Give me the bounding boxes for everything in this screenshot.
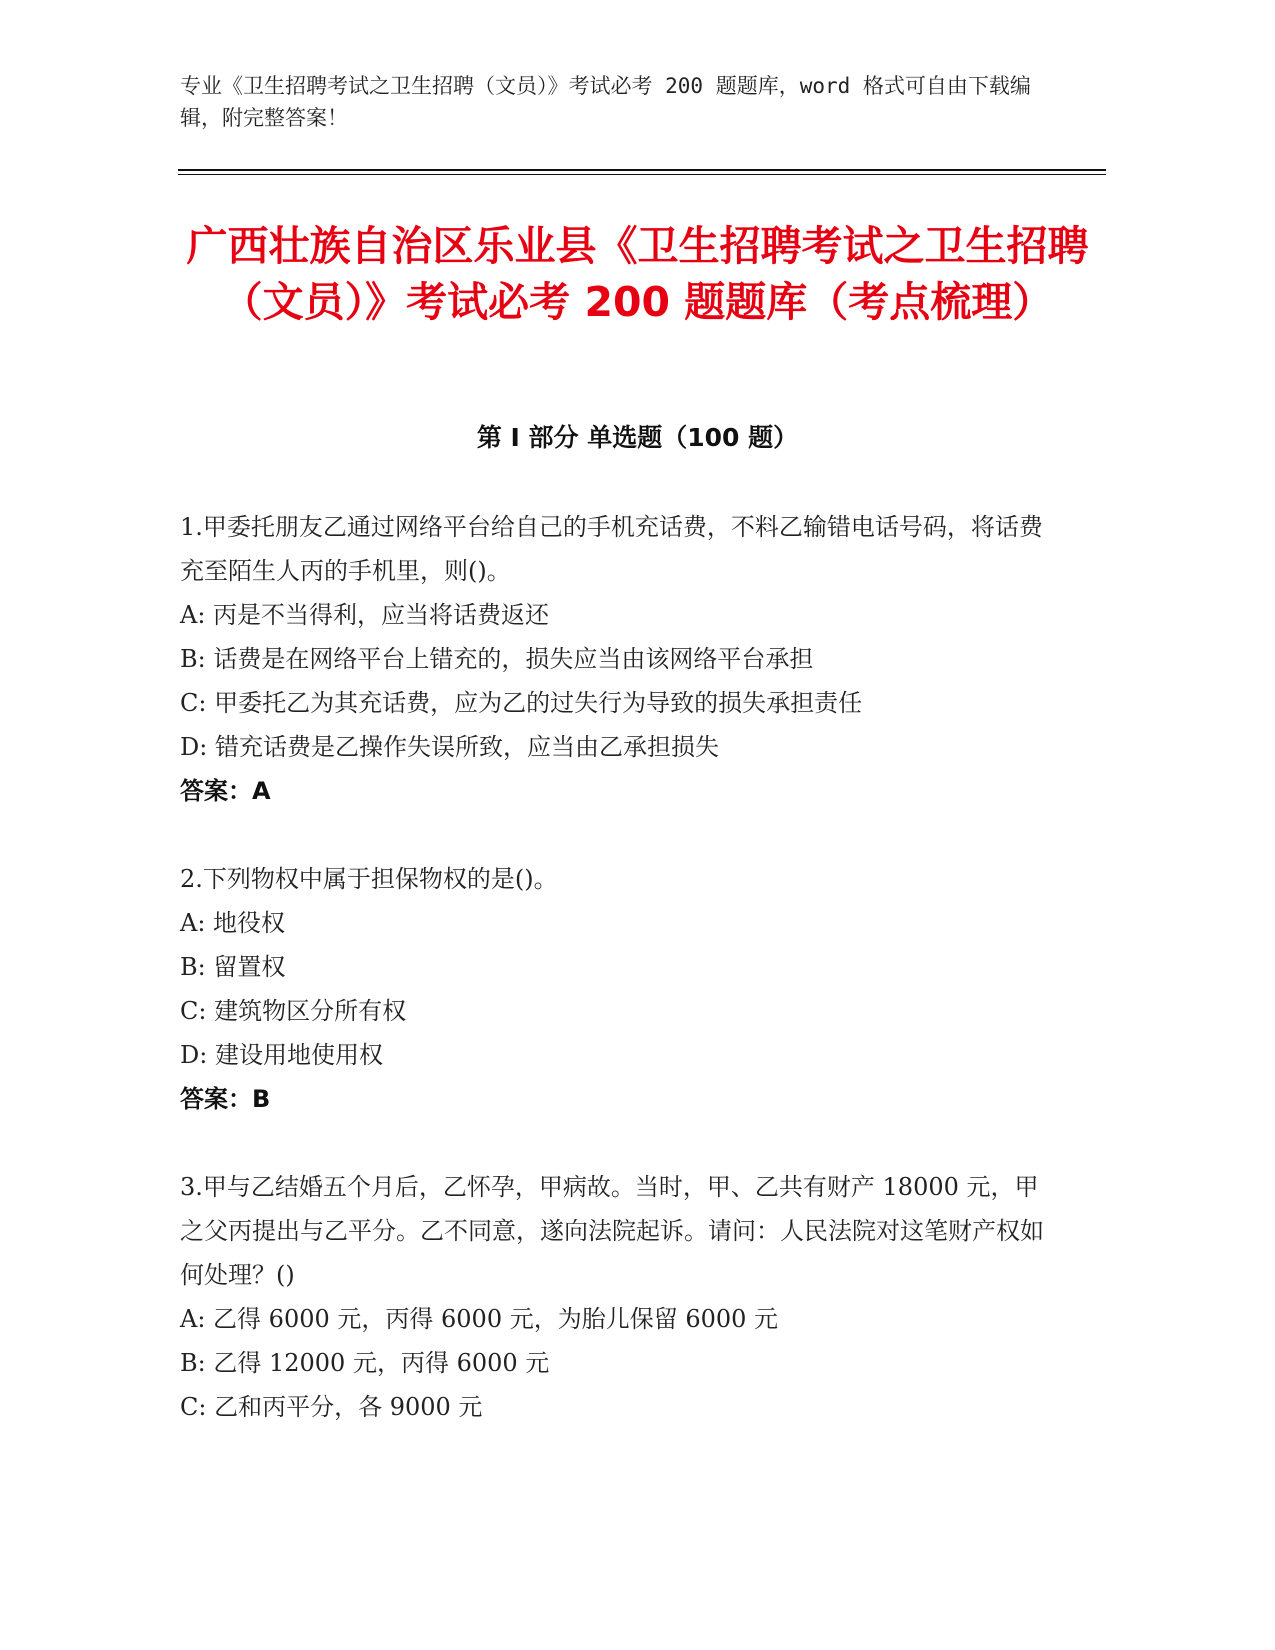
option-c: C: 乙和丙平分，各 9000 元 [180,1393,483,1421]
header-divider-thick [178,169,1106,171]
header-note: 专业《卫生招聘考试之卫生招聘（文员）》考试必考 200 题题库，word 格式可自由下载编辑，附完整答案！ [180,74,1031,130]
question-3 [180,1165,1060,1429]
answer-label: 答案：A [180,777,271,805]
answer-label: 答案：B [180,1085,271,1113]
document-title: 广西壮族自治区乐业县《卫生招聘考试之卫生招聘（文员）》考试必考 200 题题库（考点梳理） [186,222,1089,326]
question-stem: 2.下列物权中属于担保物权的是()。 [180,865,558,893]
option-b: B: 留置权 [180,953,286,981]
section-title: 第 I 部分 单选题（100 题） [476,423,799,452]
option-a: A: 丙是不当得利，应当将话费返还 [180,601,550,629]
option-d: D: 错充话费是乙操作失误所致，应当由乙承担损失 [180,733,719,761]
option-d: D: 建设用地使用权 [180,1041,383,1069]
option-a: A: 地役权 [180,909,286,937]
question-1 [180,505,1060,813]
header-divider-thin [178,174,1106,175]
question-stem: 1.甲委托朋友乙通过网络平台给自己的手机充话费，不料乙输错电话号码，将话费充至陌生人丙的手机里，则()。 [180,513,1043,585]
question-stem: 3.甲与乙结婚五个月后，乙怀孕，甲病故。当时，甲、乙共有财产 18000 元，甲之父丙提出与乙平分。乙不同意，遂向法院起诉。请问：人民法院对这笔财产权如何处理？() [180,1173,1044,1289]
question-2 [180,857,1060,1121]
option-b: B: 话费是在网络平台上错充的，损失应当由该网络平台承担 [180,645,814,673]
option-c: C: 建筑物区分所有权 [180,997,407,1025]
option-a: A: 乙得 6000 元，丙得 6000 元，为胎儿保留 6000 元 [180,1305,779,1333]
option-c: C: 甲委托乙为其充话费，应为乙的过失行为导致的损失承担责任 [180,689,863,717]
option-b: B: 乙得 12000 元，丙得 6000 元 [180,1349,550,1377]
question-list [180,505,1060,1473]
